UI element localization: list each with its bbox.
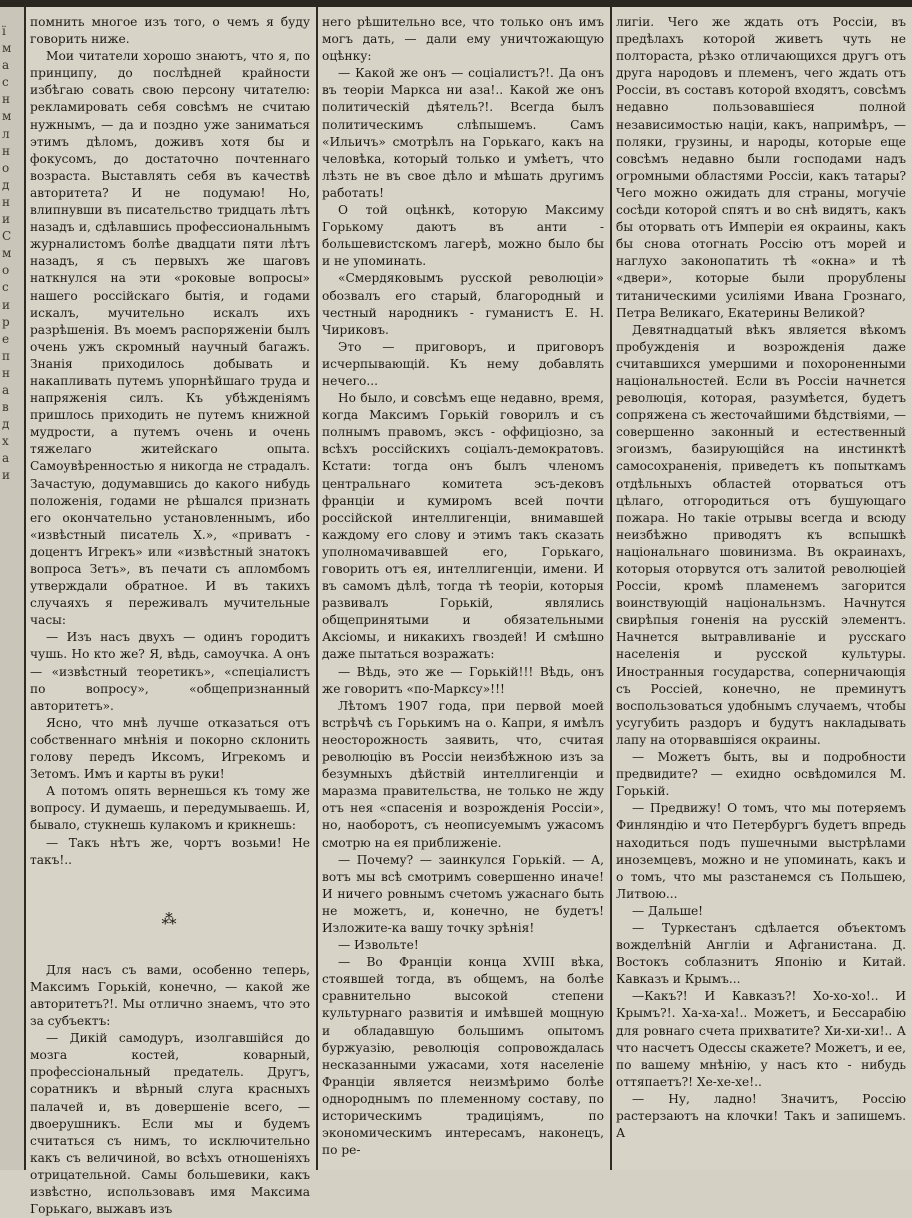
top-rule: [0, 0, 912, 7]
previous-column-edge: [0, 7, 26, 1170]
paragraph: Но было, и совсѣмъ еще недавно, время, когда Максимъ Горькій говорилъ и съ полнымъ правомъ, эксъ - оффиціозно, за всѣхъ россійскихъ соціалъ-демократовъ. Кстати: тогда онъ былъ членомъ центральнаго комитета эсъ-дековъ франціи и кумиромъ всей почти россійской интеллигенціи, внимавшей каждому его слову и этимъ такъ сказать уполномачивавшей его, Горькаго, говорить отъ ея, интеллигенціи, имени. И въ самомъ дѣлѣ, тогда тѣ теоріи, которыя развивалъ Горькій, являлись общепринятыми и обязательными Аксіомы, и никакихъ гвоздей! И смѣшно даже пытаться возражать:: [322, 391, 604, 662]
section-asterism: ⁂: [161, 909, 179, 928]
paragraph: — Дикій самодуръ, изолгавшійся до мозга костей, коварный, профессіональный предатель. Другъ, соратникъ и вѣрный слуга красныхъ палачей и, въ довершеніе всего, — двоерушникъ. Если мы и будемъ считаться съ нимъ, то исключительно какъ съ величиной, во всѣхъ отношеніяхъ отрицательной. Самы большевики, какъ извѣстно, использовавъ имя Максима Горькаго, выжавъ изъ: [30, 1031, 310, 1217]
paragraph: Для насъ съ вами, особенно теперь, Максимъ Горькій, конечно, — какой же авторитетъ?!. Мы отлично знаемъ, что это за субъектъ:: [30, 962, 310, 1029]
paragraph: — Такъ нѣтъ же, чортъ возьми! Не такъ!..: [30, 835, 310, 867]
paragraph: Это — приговоръ, и приговоръ исчерпывающій. Къ нему добавлять нечего...: [322, 339, 604, 388]
paragraph: него рѣшительно все, что только онъ имъ могъ дать, — дали ему уничтожающую оцѣнку:: [322, 15, 604, 64]
column-3: [616, 14, 906, 1164]
paragraph: — Предвижу! О томъ, что мы потеряемъ Финляндію и что Петербургъ будетъ впредь находиться подъ пушечными выстрѣлами иноземцевъ, можно и не упоминать, какъ и о томъ, что мы разстанемся съ Польшею, Литвою...: [616, 801, 906, 901]
column-2: [322, 14, 604, 1164]
paragraph: А потомъ опять вернешься къ тому же вопросу. И думаешь, и передумываешь. И, бывало, стукнешь кулакомъ и крикнешь:: [30, 784, 310, 833]
paragraph: — Ну, ладно! Значитъ, Россію растерзаютъ на клочки! Такъ и запишемъ. А: [616, 1091, 906, 1141]
paragraph: лигіи. Чего же ждать отъ Россіи, въ предѣлахъ которой живетъ чуть не полтораста, рѣзко отличающихся другъ отъ друга народовъ и племенъ, чего ждать отъ Россіи, въ составъ которой входятъ, совсѣмъ недавно пользовавшіеся полной независимостью націи, какъ, напримѣръ, — поляки, грузины, и народы, которые еще совсѣмъ недавно были господами надъ огромными областями Россіи, какъ татары? Чего можно ожидать для страны, могучіе сосѣди которой спятъ и во снѣ видятъ, какъ бы оторвать отъ Имперіи ея окраины, какъ бы снова отогнать Россію отъ морей и наглухо законопатить тѣ «окна» и тѣ «двери», которые были прорублены титаническими усиліями Ивана Грознаго, Петра Великаго, Екатерины Великой?: [616, 15, 906, 320]
column-rule-1: [24, 7, 26, 1170]
paragraph: —Какъ?! И Кавказъ?! Хо-хо-хо!.. И Крымъ?!. Ха-ха-ха!.. Можетъ, и Бессарабію для ровнаго счета прихватите? Хи-хи-хи!.. А что насчетъ Одессы скажете? Можетъ, и ее, по вашему мнѣнію, у насъ кто - нибудь оттяпаетъ?! Хе-хе-хе!..: [616, 989, 906, 1089]
paragraph: О той оцѣнкѣ, которую Максиму Горькому даютъ въ анти - большевистскомъ лагерѣ, можно было бы и не упоминать.: [322, 203, 604, 269]
paragraph: Лѣтомъ 1907 года, при первой моей встрѣчѣ съ Горькимъ на о. Капри, я имѣлъ неосторожность заявить, что, считая революцію въ Россіи неизбѣжною изъ за безумныхъ дѣйствій интеллигенціи и маразма правительства, не только не жду отъ нея «спасенія и возрожденія Россіи», но, наоборотъ, съ неописуемымъ ужасомъ смотрю на ея приближеніе.: [322, 698, 604, 850]
paragraph: Девятнадцатый вѣкъ является вѣкомъ пробужденія и возрожденія даже считавшихся умершими и похороненными національностей. Если въ Россіи начнется революція, которая, разумѣется, будетъ сопряжена съ жесточайшими бѣдствіями, — совершенно законный и естественный эгоизмъ, базирующійся на инстинктѣ самосохраненія, приведетъ къ попыткамъ отдѣльныхъ областей оторваться отъ цѣлаго, отгородиться отъ бушующаго пожара. Но такіе отрывы всегда и всюду неизбѣжно приводятъ къ вспышкѣ національнаго шовинизма. Въ окраинахъ, которыя оторвутся отъ залитой революціей Россіи, кромѣ пламенемъ загорится воинствующій національнзмъ. Начнутся свирѣпыя гоненія на русскій элементъ. Начнется вытравливаніе и русскаго населенія и русской культуры. Иностранныя государства, соперничающія съ Россіей, конечно, не преминутъ воспользоваться удобнымъ случаемъ, чтобы усугубить раздоръ и будутъ накладывать лапу на оторвавшіяся окраины.: [616, 322, 906, 747]
paragraph: — Во Франціи конца XVIII вѣка, стоявшей тогда, въ общемъ, на болѣе сравнительно высокой степени культурнаго развитія и имѣвшей мощную и обладавшую большимъ опытомъ буржуазію, революція сопровождалась несказанными ужасами, хотя населеніе Франціи является неизмѣримо болѣе однороднымъ по племенному составу, по историческимъ традиціямъ, по экономическимъ интересамъ, наконецъ, по ре-: [322, 955, 604, 1158]
paragraph: — Туркестанъ сдѣлается объектомъ вожделѣній Англіи и Афганистана. Д. Востокъ соблазнитъ Японію и Китай. Кавказъ и Крымъ...: [616, 920, 906, 987]
paragraph: — Дальше!: [632, 903, 704, 918]
paragraph: — Почему? — заинкулся Горькій. — А, вотъ мы всѣ смотримъ совершенно иначе! И ничего ровнымъ счетомъ ужаснаго быть не можетъ, и, конечно, не будетъ! Изложите-ка вашу точку зрѣнія!: [322, 852, 604, 935]
paragraph: — Извольте!: [338, 938, 419, 953]
column-rule-2: [316, 7, 318, 1170]
paragraph: Ясно, что мнѣ лучше отказаться отъ собственнаго мнѣнія и покорно склонить голову передъ Иксомъ, Игрекомъ и Зетомъ. Имъ и карты въ руки!: [30, 715, 310, 782]
paragraph: — Изъ насъ двухъ — одинъ городитъ чушь. Но кто же? Я, вѣдь, самоучка. А онъ — «извѣстный теоретикъ», «спеціалистъ по вопросу», «общепризнанный авторитетъ».: [30, 630, 310, 713]
paragraph: Мои читатели хорошо знаютъ, что я, по принципу, до послѣдней крайности избѣгаю совать свою персону читателю: рекламировать себя совсѣмъ не считаю нужнымъ, — да и поздно уже заниматься этимъ дѣломъ, доживъ хотя бы и фокусомъ, до достаточно почтеннаго возраста. Выставлять себя въ качествѣ авторитета? И не подумаю! Но, влипнувши въ писательство тридцать лѣтъ назадъ и, сдѣлавшись профессиональнымъ журналистомъ болѣе двадцати пяти лѣтъ назадъ, я съ первыхъ же шаговъ наткнулся на эти «роковые вопросы» нашего россійскаго бытія, и годами искалъ, мучительно искалъ ихъ разрѣшенія. Въ моемъ распоряженіи былъ очень ужъ скромный научный багажъ. Знанія приходилось добывать и накапливать путемъ упорнѣйшаго труда и напряженія силъ. Къ убѣжденіямъ пришлось приходить не путемъ книжной мудрости, а путемъ очень и очень тяжелаго житейскаго опыта. Самоувѣренностью я никогда не страдалъ. Зачастую, додумавшись до какого нибудь положенія, годами не рѣшался признать его окончательно установленнымъ, ибо «извѣстный писатель Х.», «приватъ - доцентъ Игрекъ» или «извѣстный знатокъ вопроса Зетъ», въ печати съ апломбомъ утверждали обратное. И въ такихъ случаяхъ я переживалъ мучительные часы:: [30, 49, 310, 628]
margin-fragments: ї м а с н м л н о д н и С м о с и р е п н а в д х а и: [2, 24, 12, 483]
paragraph: — Можетъ быть, вы и подробности предвидите? — ехидно освѣдомился М. Горькій.: [616, 750, 906, 799]
column-1: [30, 14, 310, 1217]
paragraph: — Какой же онъ — соціалистъ?!. Да онъ въ теоріи Маркса ни аза!.. Какой же онъ политическій дѣятель?!. Всегда былъ политическимъ слѣпышемъ. Самъ «Ильичъ» смотрѣлъ на Горькаго, какъ на человѣка, который только и умѣетъ, что лѣзть не въ свое дѣло и мѣшать другимъ работать!: [322, 66, 604, 200]
paragraph: помнить многое изъ того, о чемъ я буду говорить ниже.: [30, 15, 310, 47]
paragraph: «Смердяковымъ русской революціи» обозвалъ его старый, благородный и честный народникъ - гуманистъ Е. Н. Чириковъ.: [322, 271, 604, 337]
column-rule-3: [610, 7, 612, 1170]
paragraph: — Вѣдь, это же — Горькій!!! Вѣдь, онъ же говоритъ «по-Марксу»!!!: [322, 664, 604, 696]
